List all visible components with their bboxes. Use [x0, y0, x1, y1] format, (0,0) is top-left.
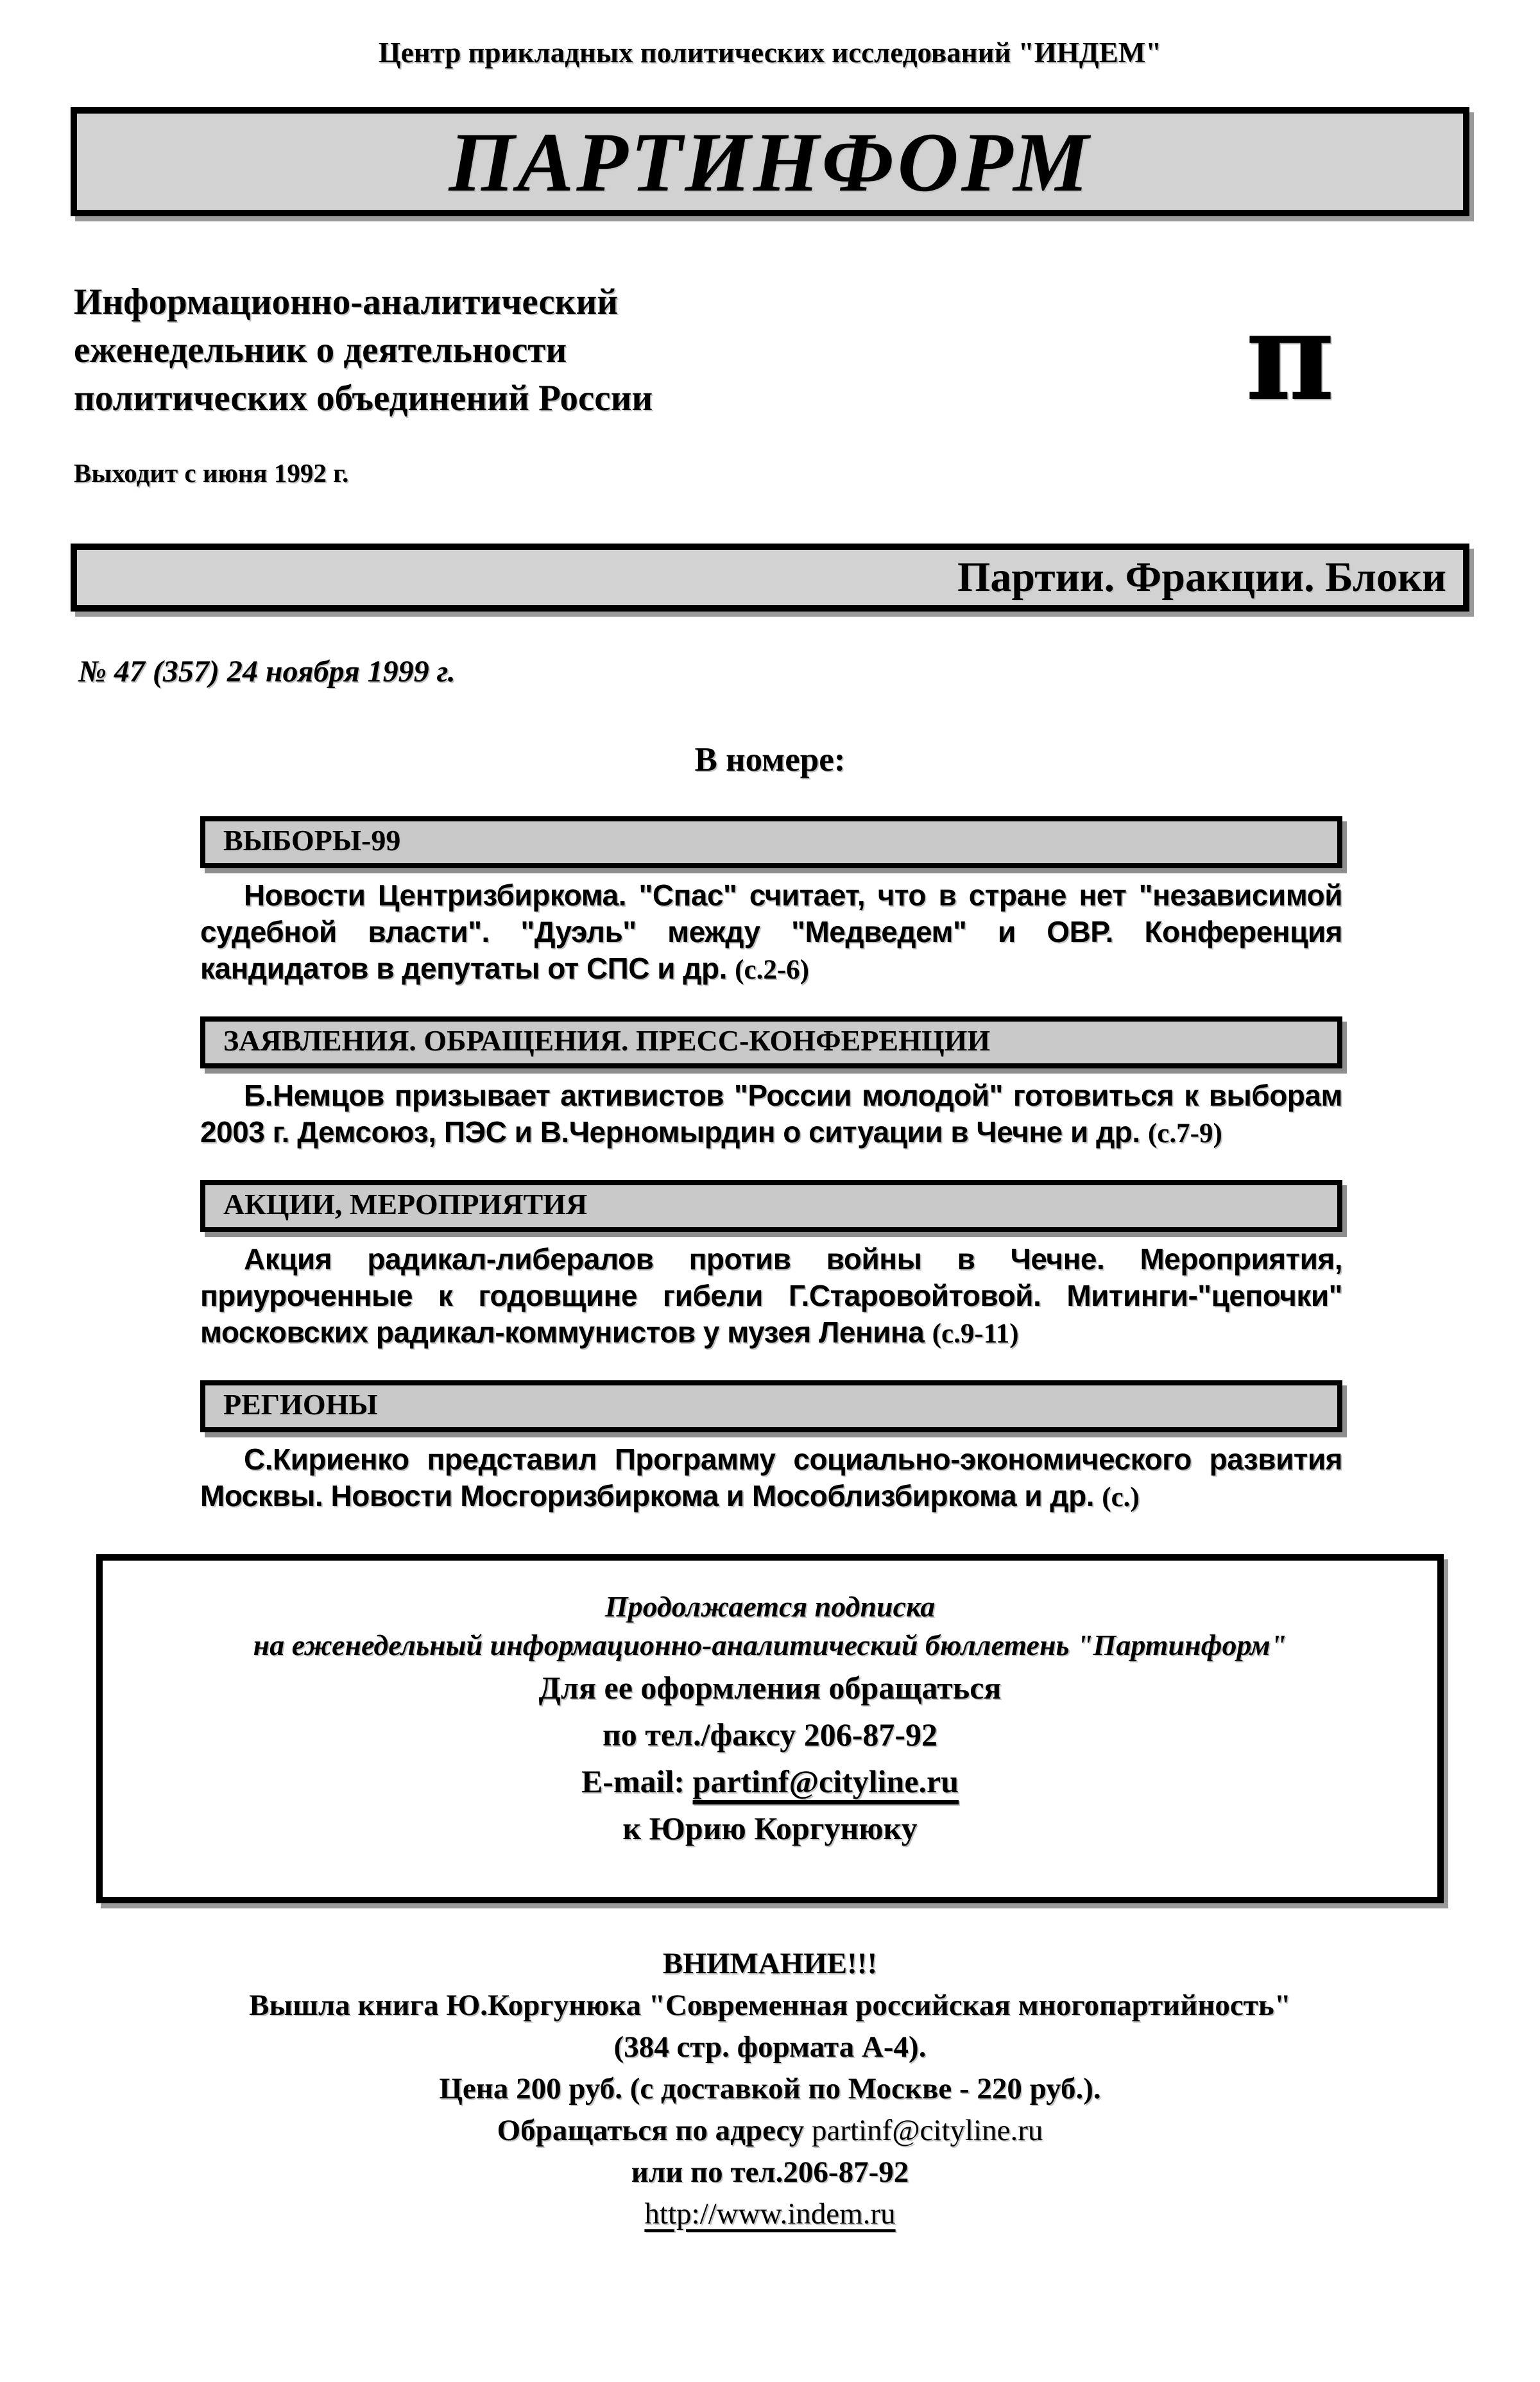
notice-phone-line: или по тел.206-87-92 — [631, 2155, 909, 2189]
section-header-box — [200, 1016, 1342, 1068]
section-summary — [200, 1441, 1342, 1516]
section-summary — [200, 1077, 1342, 1152]
subtitle-line: политических объединений России — [74, 378, 653, 418]
toc-heading: В номере: — [694, 741, 846, 778]
section-summary — [200, 877, 1342, 988]
email-link[interactable]: partinf@cityline.ru — [811, 2113, 1043, 2147]
toc-sections — [200, 816, 1342, 1516]
notice-line: (384 стр. формата А-4). — [613, 2030, 927, 2064]
notice-line: Вышла книга Ю.Коргунюка "Современная российская многопартийность" — [249, 1988, 1291, 2022]
subscription-line: на еженедельный информационно-аналитический бюллетень "Партинформ" — [253, 1628, 1287, 1661]
lead-row — [74, 278, 1466, 428]
subscription-contact-name: к Юрию Коргунюку — [622, 1810, 918, 1846]
website-link[interactable]: http://www.indem.ru — [644, 2197, 896, 2231]
subscription-email-line — [116, 1758, 1425, 1805]
notice-email-line — [0, 2110, 1540, 2152]
section-header-box — [200, 1380, 1342, 1432]
subscription-phone: по тел./факсу 206-87-92 — [603, 1716, 937, 1752]
section-title: АКЦИИ, МЕРОПРИЯТИЯ — [223, 1187, 588, 1221]
page-ref: (с.) — [1102, 1482, 1140, 1512]
notice-url-line — [0, 2193, 1540, 2235]
toc-section — [200, 1016, 1342, 1152]
series-banner-text: Партии. Фракции. Блоки — [957, 554, 1446, 601]
notice-block — [0, 1943, 1540, 2235]
section-title: ВЫБОРЫ-99 — [223, 824, 401, 857]
section-title: РЕГИОНЫ — [223, 1387, 378, 1421]
pi-logo-icon: π — [1245, 285, 1335, 428]
section-summary-text: С.Кириенко представил Программу социально-экономического развития Москвы. Новости Мосгоризбиркома и Мособлизбиркома и др. — [200, 1442, 1342, 1512]
email-link[interactable]: partinf@cityline.ru — [692, 1763, 959, 1799]
org-title: Центр прикладных политических исследований "ИНДЕМ" — [378, 37, 1162, 69]
email-label: E-mail: — [581, 1763, 693, 1799]
toc-section — [200, 1380, 1342, 1516]
page-ref: (с.9-11) — [932, 1318, 1019, 1349]
subscription-box — [96, 1554, 1444, 1903]
series-banner — [71, 544, 1469, 612]
issue-line: № 47 (357) 24 ноября 1999 г. — [78, 655, 456, 689]
subtitle-line: еженедельник о деятельности — [74, 330, 567, 370]
notice-attention: ВНИМАНИЕ!!! — [662, 1946, 878, 1980]
notice-line: Цена 200 руб. (с доставкой по Москве - 220 руб.). — [439, 2071, 1101, 2105]
masthead-box — [71, 107, 1469, 216]
masthead-title: ПАРТИНФОРМ — [449, 114, 1091, 209]
section-header-box — [200, 816, 1342, 868]
toc-section — [200, 1180, 1342, 1352]
page-ref: (с.7-9) — [1147, 1118, 1222, 1149]
subtitle-line: Информационно-аналитический — [74, 282, 619, 322]
section-header-box — [200, 1180, 1342, 1232]
since-line: Выходит с июня 1992 г. — [74, 458, 349, 488]
subscription-line: Для ее оформления обращаться — [538, 1669, 1002, 1706]
notice-email-label: Обращаться по адресу — [497, 2113, 812, 2147]
section-summary-text: Б.Немцов призывает активистов "России молодой" готовиться к выборам 2003 г. Демсоюз, ПЭС и В.Черномырдин о ситуации в Чечне и др. — [200, 1078, 1342, 1149]
subscription-line: Продолжается подписка — [604, 1589, 936, 1623]
toc-section — [200, 816, 1342, 988]
section-title: ЗАЯВЛЕНИЯ. ОБРАЩЕНИЯ. ПРЕСС-КОНФЕРЕНЦИИ — [223, 1024, 991, 1057]
section-summary — [200, 1241, 1342, 1352]
section-summary-text: Новости Центризбиркома. "Спас" считает, что в стране нет "независимой судебной власти". "Дуэль" между "Медведем" и ОВР. Конференция кандидатов в депутаты от СПС и др. — [200, 878, 1342, 985]
page-ref: (с.2-6) — [735, 954, 809, 985]
section-summary-text: Акция радикал-либералов против войны в Чечне. Мероприятия, приуроченные к годовщине гибели Г.Старовойтовой. Митинги-"цепочки" московских радикал-коммунистов у музея Ленина — [200, 1242, 1342, 1349]
